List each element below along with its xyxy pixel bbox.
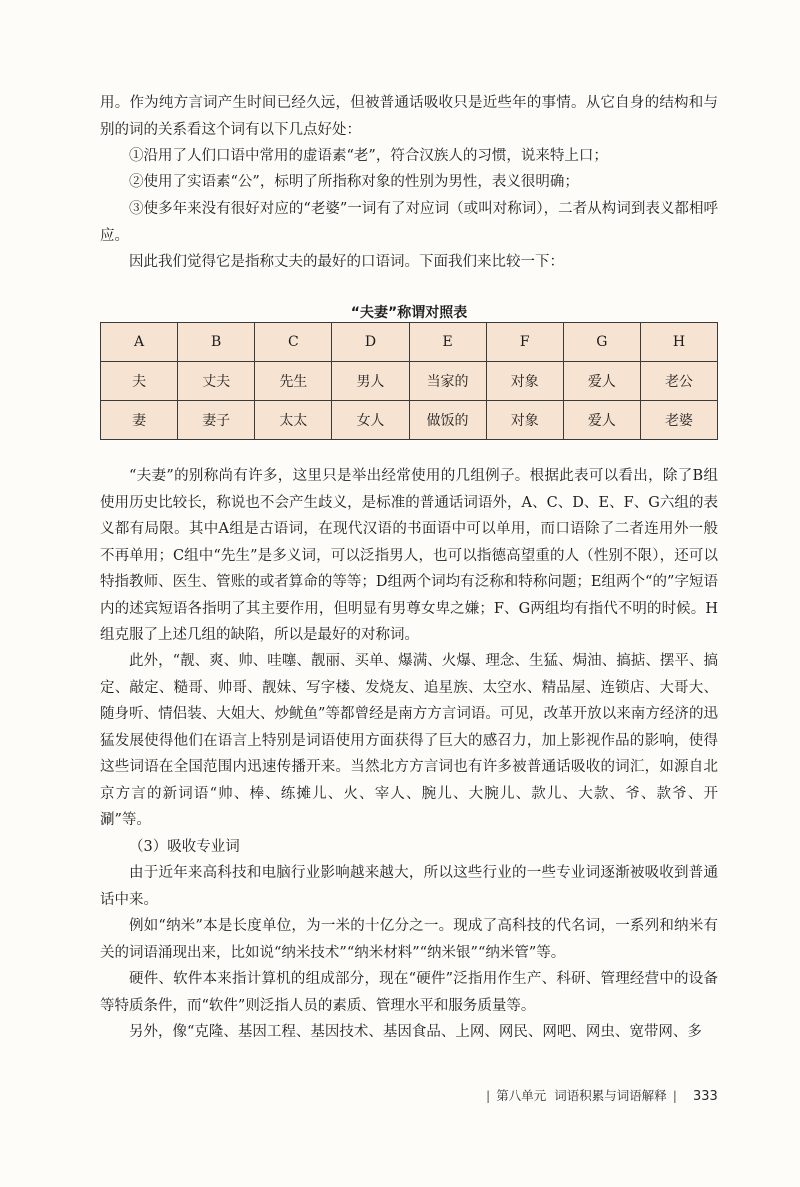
- table-cell: B: [178, 323, 255, 362]
- footer-divider: |: [672, 1088, 677, 1103]
- table-cell: E: [409, 323, 486, 362]
- table-cell: 老婆: [640, 401, 717, 440]
- footer-unit: 第八单元: [496, 1088, 547, 1103]
- table-cell: A: [101, 323, 178, 362]
- paragraph-intro: 用。作为纯方言词产生时间已经久远，但被普通话吸收只是近些年的事情。从它自身的结构和与别的词的关系看这个词有以下几点好处：: [100, 95, 718, 138]
- paragraph-southern-dialect: 此外，“靓、爽、帅、哇噻、靓丽、买单、爆满、火爆、理念、生猛、焗油、搞掂、摆平、搞定、敲定、糙哥、帅哥、靓妹、写字楼、发烧友、追星族、太空水、精品屋、连锁店、大哥大、随身听、情侣装、大姐大、炒鱿鱼”等都曾经是南方方言词语。可见，改革开放以来南方经济的迅猛发展使得他们在语言上特别是词语使用方面获得了巨大的感召力，加上影视作品的影响，使得这些词语在全国范围内迅速传播开来。当然北方方言词也有许多被普通话吸收的词汇，如源自北京方言的新词语“帅、棒、练摊儿、火、宰人、腕儿、大腕儿、款儿、大款、爷、款爷、开涮”等。: [100, 653, 718, 828]
- paragraph-conclusion: 因此我们觉得它是指称丈夫的最好的口语词。下面我们来比较一下：: [129, 254, 564, 270]
- table-cell: 夫: [101, 362, 178, 401]
- table-cell: D: [332, 323, 409, 362]
- table-caption: “夫妻”称谓对照表: [350, 305, 468, 321]
- table-cell: 男人: [332, 362, 409, 401]
- table-cell: 对象: [486, 401, 563, 440]
- table-cell: 女人: [332, 401, 409, 440]
- table-cell: 丈夫: [178, 362, 255, 401]
- table-cell: 妻: [101, 401, 178, 440]
- table-row-wife: [101, 401, 718, 440]
- table-cell: 老公: [640, 362, 717, 401]
- paragraph-other-terms: 另外，像“克隆、基因工程、基因技术、基因食品、上网、网民、网吧、网虫、宽带网、多: [129, 1024, 702, 1040]
- paragraph-professional-terms: 由于近年来高科技和电脑行业影响越来越大，所以这些行业的一些专业词逐渐被吸收到普通话中来。: [100, 865, 718, 908]
- page-number: 333: [692, 1089, 718, 1104]
- table-cell: 对象: [486, 362, 563, 401]
- paragraph-hardware-software: 硬件、软件本来指计算机的组成部分，现在“硬件”泛指用作生产、科研、管理经营中的设备等特质条件，而“软件”则泛指人员的素质、管理水平和服务质量等。: [100, 971, 718, 1014]
- table-cell: 爱人: [563, 362, 640, 401]
- table-cell: 先生: [255, 362, 332, 401]
- table-cell: F: [486, 323, 563, 362]
- table-cell: 当家的: [409, 362, 486, 401]
- page-footer: [480, 1086, 720, 1104]
- table-row-husband: [101, 362, 718, 401]
- spouse-term-table: [100, 322, 718, 440]
- table-cell: 妻子: [178, 401, 255, 440]
- table-cell: 爱人: [563, 401, 640, 440]
- table-header-row: [101, 323, 718, 362]
- table-cell: G: [563, 323, 640, 362]
- table-cell: 太太: [255, 401, 332, 440]
- paragraph-nanometer: 例如“纳米”本是长度单位，为一米的十亿分之一。现成了高科技的代名词，一系列和纳米有关的词语涌现出来，比如说“纳米技术”“纳米材料”“纳米银”“纳米管”等。: [100, 918, 718, 961]
- table-cell: 做饭的: [409, 401, 486, 440]
- paragraph-table-analysis: “夫妻”的别称尚有许多，这里只是举出经常使用的几组例子。根据此表可以看出，除了B组使用历史比较长，称说也不会产生歧义，是标准的普通话词语外，A、C、D、E、F、G六组的表义都有局限。其中A组是古语词，在现代汉语的书面语中可以单用，而口语除了二者连用外一般不再单用；C组中“先生”是多义词，可以泛指男人，也可以指德高望重的人（性别不限），还可以特指教师、医生、管账的或者算命的等等；D组两个词均有泛称和特称问题；E组两个“的”字短语内的述宾短语各指明了其主要作用，但明显有男尊女卑之嫌；F、G两组均有指代不明的时候。H组克服了上述几组的缺陷，所以是最好的对称词。: [100, 468, 718, 643]
- footer-divider: |: [486, 1088, 491, 1103]
- paragraph-point-2: ②使用了实语素“公”，标明了所指称对象的性别为男性，表义很明确；: [129, 174, 579, 190]
- footer-title: 词语积累与词语解释: [554, 1088, 667, 1103]
- section-heading-professional-terms: （3）吸收专业词: [129, 839, 240, 855]
- table-cell: C: [255, 323, 332, 362]
- paragraph-point-1: ①沿用了人们口语中常用的虚语素“老”，符合汉族人的习惯，说来特上口；: [129, 148, 608, 164]
- paragraph-point-3: ③使多年来没有很好对应的“老婆”一词有了对应词（或叫对称词），二者从构词到表义都相呼应。: [100, 201, 718, 244]
- table-cell: H: [640, 323, 717, 362]
